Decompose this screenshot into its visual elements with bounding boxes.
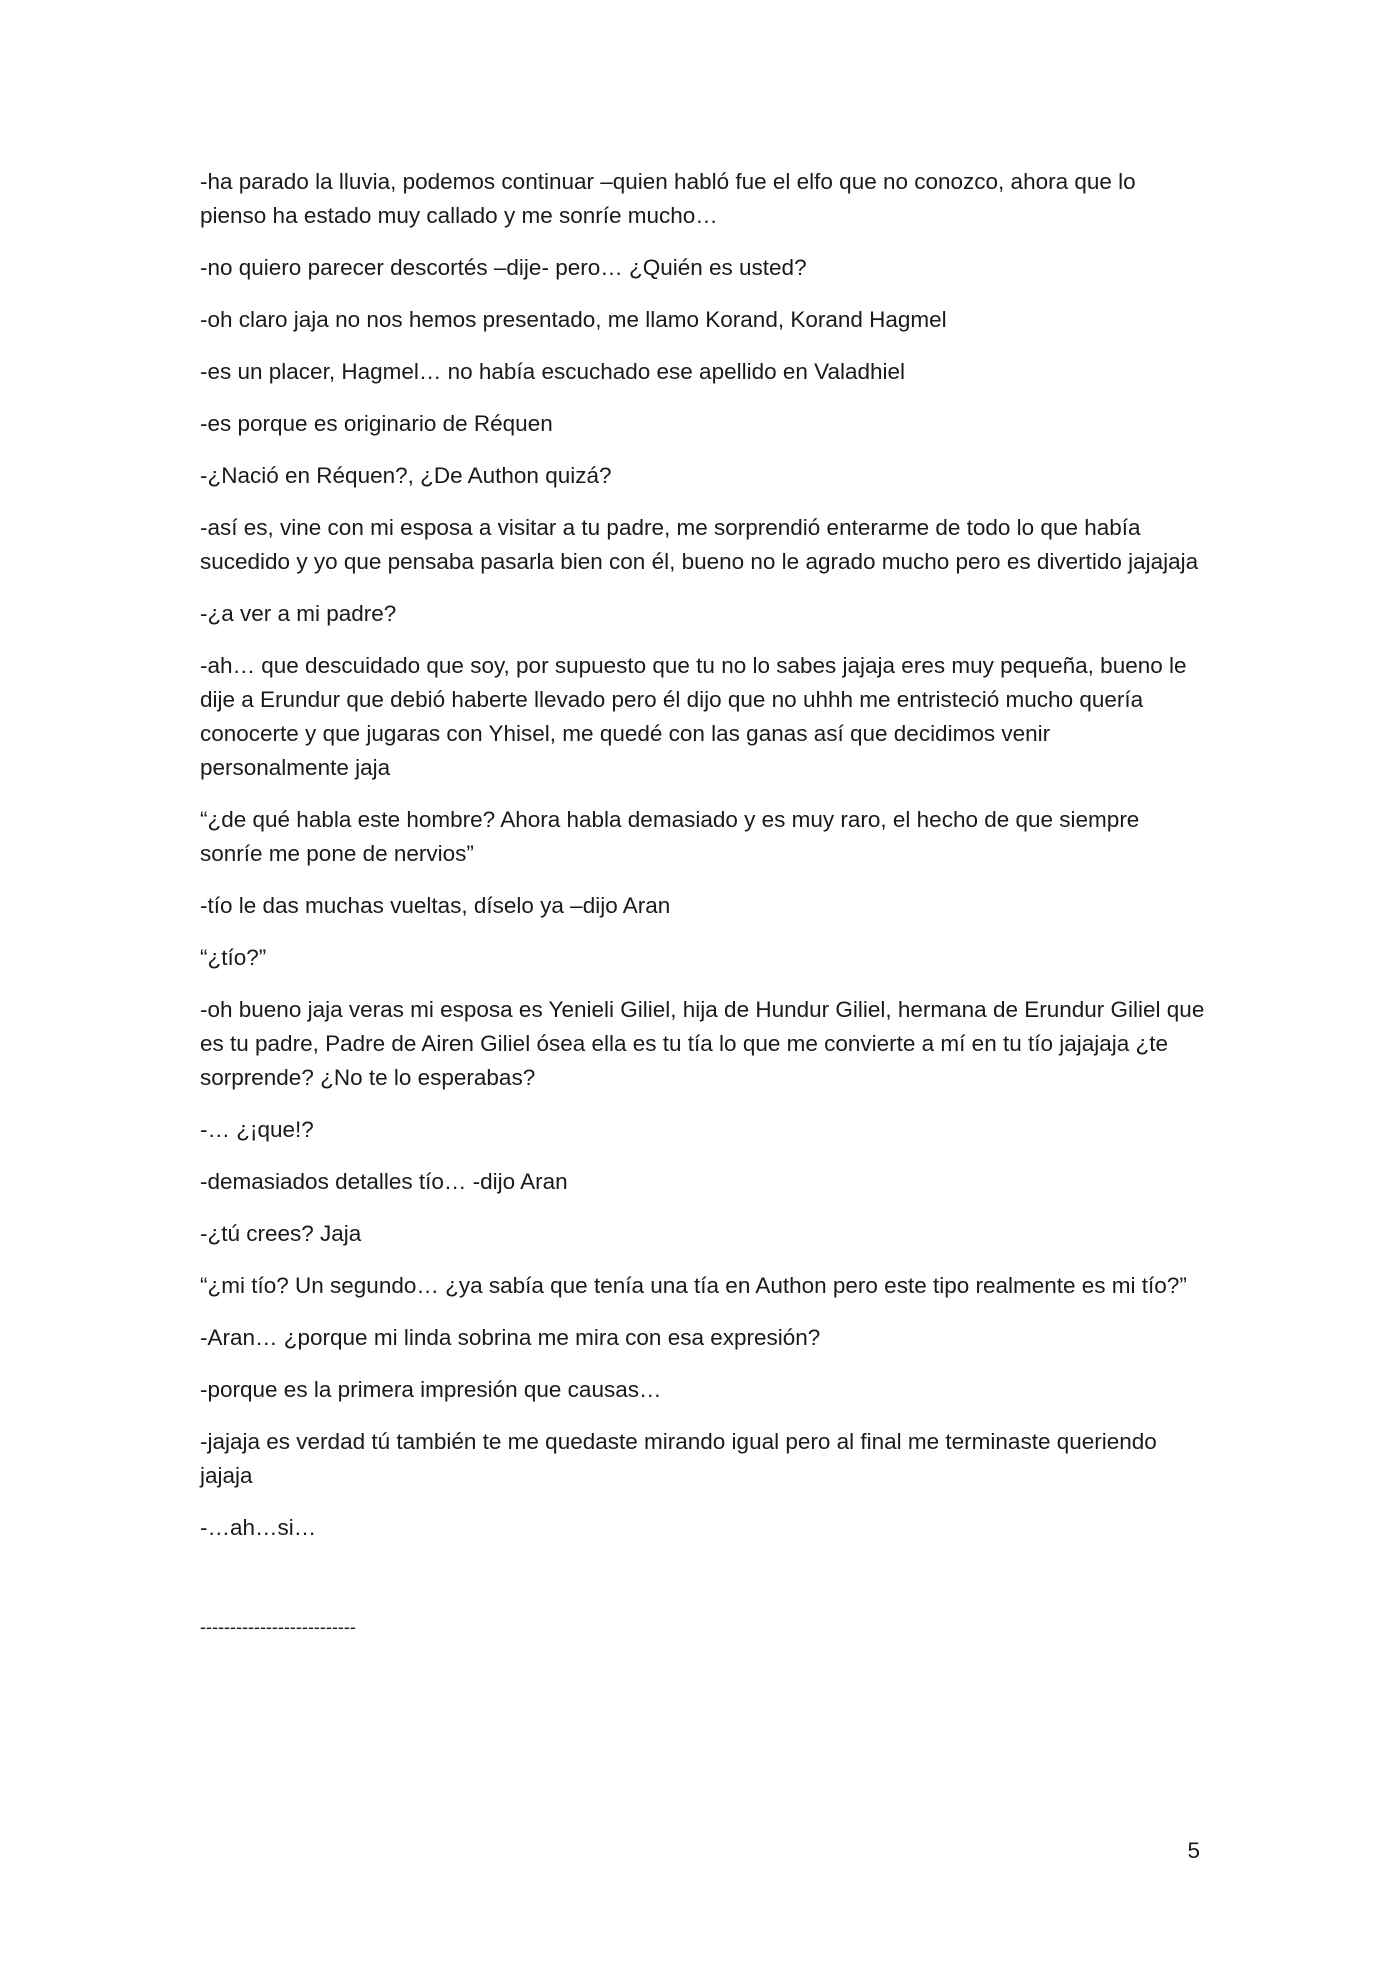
paragraph: “¿mi tío? Un segundo… ¿ya sabía que tenía una tía en Authon pero este tipo realmente es mi tío?” — [200, 1273, 1187, 1298]
paragraph: -jajaja es verdad tú también te me quedaste mirando igual pero al final me terminaste queriendo jajaja — [200, 1429, 1157, 1488]
paragraph: “¿tío?” — [200, 945, 267, 970]
paragraph: -oh bueno jaja veras mi esposa es Yenieli Giliel, hija de Hundur Giliel, hermana de Erundur Giliel que es tu padre, Padre de Airen Giliel ósea ella es tu tía lo que me convierte a mí en tu tío jajajaja ¿te sorprende? ¿No te lo esperabas? — [200, 997, 1205, 1090]
paragraph: -…ah…si… — [200, 1515, 317, 1540]
paragraph: -porque es la primera impresión que causas… — [200, 1377, 662, 1402]
paragraph: -oh claro jaja no nos hemos presentado, me llamo Korand, Korand Hagmel — [200, 307, 947, 332]
paragraph: -ah… que descuidado que soy, por supuesto que tu no lo sabes jajaja eres muy pequeña, bueno le dije a Erundur que debió haberte llevado pero él dijo que no uhhh me entristeció mucho quería conocerte y que jugaras con Yhisel, me quedé con las ganas así que decidimos venir personalmente jaja — [200, 653, 1187, 780]
paragraph: -es porque es originario de Réquen — [200, 411, 553, 436]
paragraph: -es un placer, Hagmel… no había escuchado ese apellido en Valadhiel — [200, 359, 906, 384]
page-number: 5 — [1187, 1838, 1200, 1863]
paragraph: -¿a ver a mi padre? — [200, 601, 397, 626]
paragraph: -tío le das muchas vueltas, díselo ya –dijo Aran — [200, 893, 671, 918]
paragraph: -no quiero parecer descortés –dije- pero… ¿Quién es usted? — [200, 255, 807, 280]
paragraph: -demasiados detalles tío… -dijo Aran — [200, 1169, 568, 1194]
paragraph: -ha parado la lluvia, podemos continuar –quien habló fue el elfo que no conozco, ahora que lo pienso ha estado muy callado y me sonríe mucho… — [200, 169, 1136, 228]
paragraph: -¿Nació en Réquen?, ¿De Authon quizá? — [200, 463, 612, 488]
paragraph: -… ¿¡que!? — [200, 1117, 314, 1142]
paragraph: -Aran… ¿porque mi linda sobrina me mira con esa expresión? — [200, 1325, 821, 1350]
paragraph: -así es, vine con mi esposa a visitar a tu padre, me sorprendió enterarme de todo lo que había sucedido y yo que pensaba pasarla bien con él, bueno no le agrado mucho pero es divertido jajajaja — [200, 515, 1199, 574]
paragraph: -¿tú crees? Jaja — [200, 1221, 362, 1246]
section-separator: -------------------------- — [200, 1617, 356, 1637]
paragraph: “¿de qué habla este hombre? Ahora habla demasiado y es muy raro, el hecho de que siempre sonríe me pone de nervios” — [200, 807, 1140, 866]
page-body — [200, 165, 1205, 1639]
